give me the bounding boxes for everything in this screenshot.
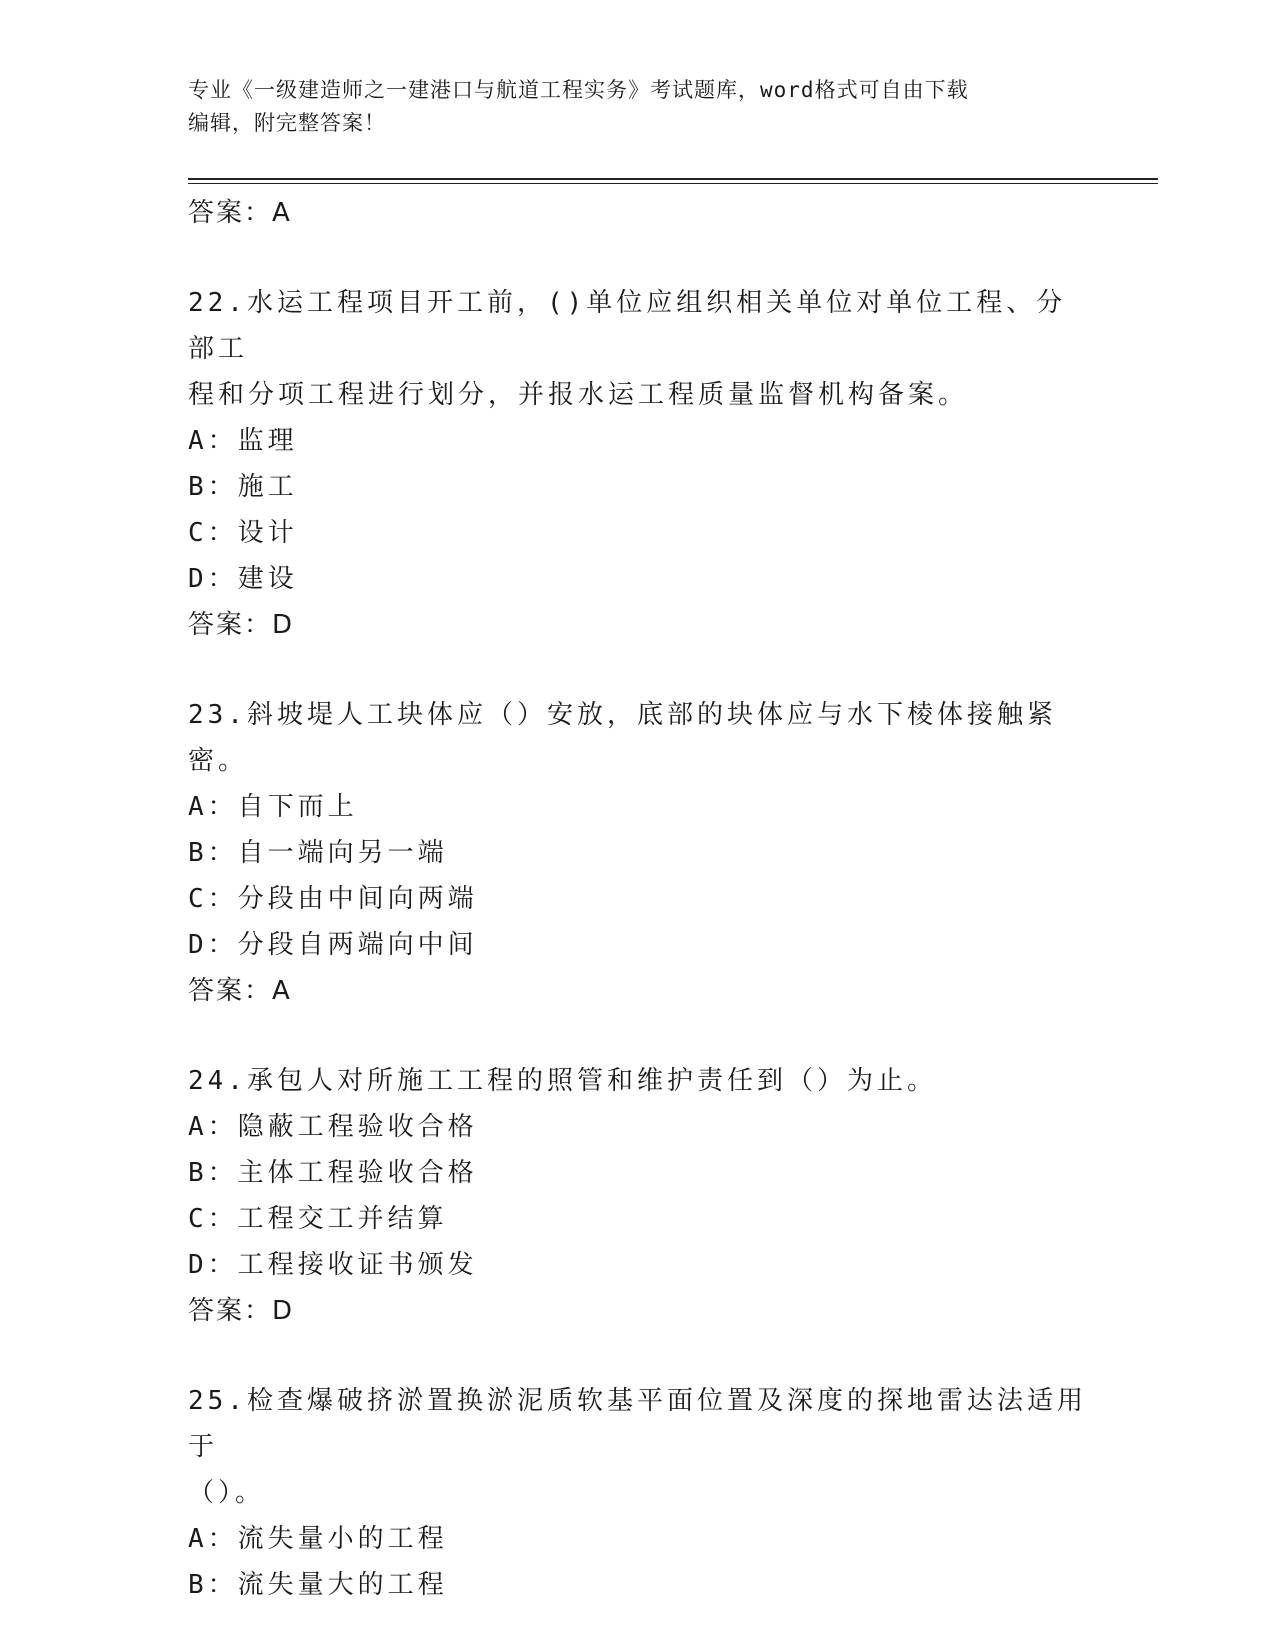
- document-header: [188, 74, 1088, 140]
- option-c: C：设计: [188, 518, 298, 548]
- question-block: [188, 692, 1088, 1014]
- spacer: [188, 648, 1088, 692]
- option-b: B：流失量大的工程: [188, 1570, 448, 1600]
- spacer: [188, 1014, 1088, 1058]
- question-block: [188, 1378, 1088, 1608]
- header-line-1: 专业《一级建造师之一建港口与航道工程实务》考试题库，word格式可自由下载: [188, 78, 969, 102]
- option-d: D：工程接收证书颁发: [188, 1250, 478, 1280]
- answer-line: 答案：D: [188, 1296, 295, 1326]
- spacer: [188, 1334, 1088, 1378]
- option-a: A：监理: [188, 426, 298, 456]
- option-b: B：施工: [188, 472, 298, 502]
- option-a: A：流失量小的工程: [188, 1524, 448, 1554]
- question-block: [188, 280, 1088, 648]
- spacer: [188, 236, 1088, 280]
- option-b: B：自一端向另一端: [188, 838, 448, 868]
- question-stem-line: 22.水运工程项目开工前，()单位应组织相关单位对单位工程、分部工: [188, 288, 1067, 364]
- question-stem-line: （）。: [188, 1478, 266, 1508]
- option-a: A：隐蔽工程验收合格: [188, 1112, 478, 1142]
- question-list: [188, 190, 1088, 1608]
- option-a: A：自下而上: [188, 792, 358, 822]
- question-stem-line: 程和分项工程进行划分，并报水运工程质量监督机构备案。: [188, 380, 969, 410]
- question-block: [188, 1058, 1088, 1334]
- answer-line: 答案：A: [188, 198, 292, 228]
- option-c: C：分段由中间向两端: [188, 884, 478, 914]
- header-rule-thin: [188, 183, 1158, 184]
- answer-line: 答案：D: [188, 610, 295, 640]
- option-d: D：分段自两端向中间: [188, 930, 478, 960]
- option-b: B：主体工程验收合格: [188, 1158, 478, 1188]
- option-d: D：建设: [188, 564, 298, 594]
- option-c: C：工程交工并结算: [188, 1204, 448, 1234]
- answer-line: 答案：A: [188, 976, 292, 1006]
- question-stem-line: 25.检查爆破挤淤置换淤泥质软基平面位置及深度的探地雷达法适用于: [188, 1386, 1087, 1462]
- header-rule-thick: [188, 178, 1158, 180]
- question-stem-line: 24.承包人对所施工工程的照管和维护责任到（）为止。: [188, 1066, 937, 1096]
- question-stem-line: 23.斜坡堤人工块体应（）安放，底部的块体应与水下棱体接触紧密。: [188, 700, 1057, 776]
- header-line-2: 编辑，附完整答案！: [188, 111, 386, 135]
